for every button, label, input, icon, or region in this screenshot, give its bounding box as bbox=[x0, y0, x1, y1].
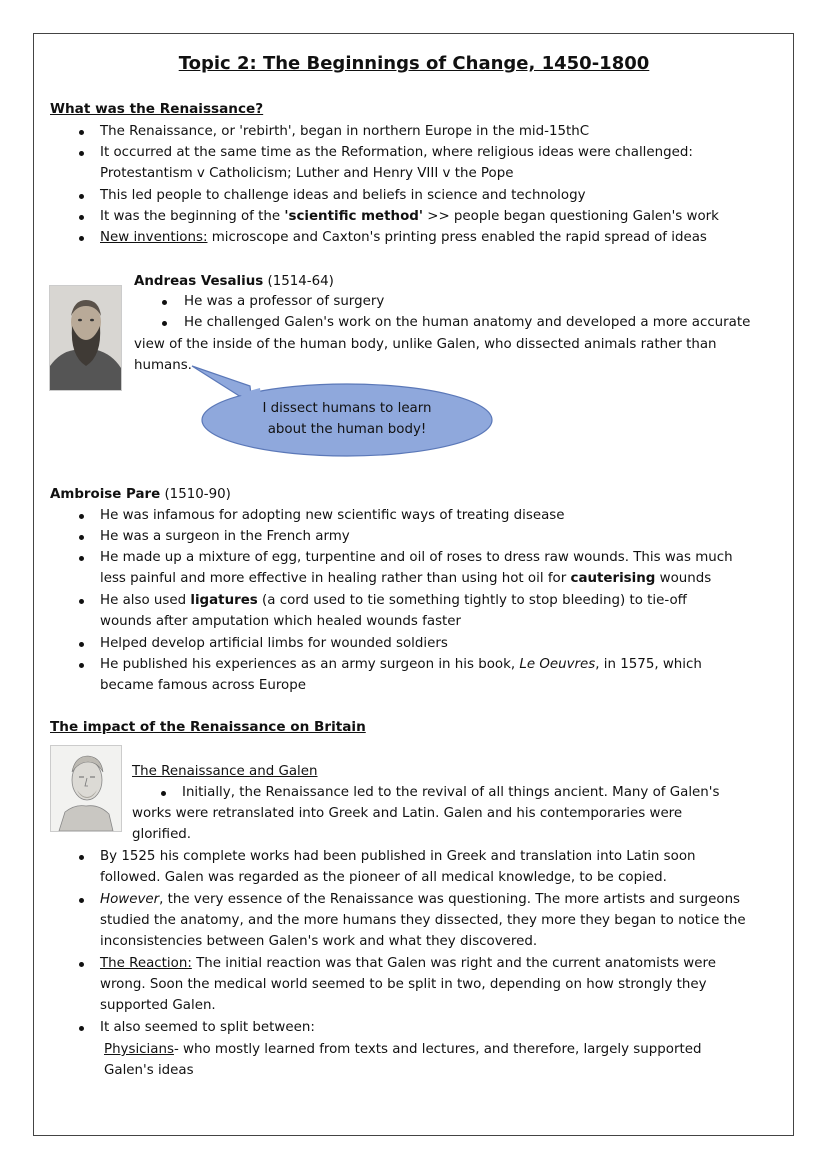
text-run: He published his experiences as an army surgeon in his book, bbox=[100, 657, 520, 672]
text-run: less painful and more effective in healing rather than using hot oil for bbox=[100, 571, 571, 586]
cauterising-term: cauterising bbox=[570, 571, 656, 586]
text-run: , in 1575, which bbox=[595, 657, 702, 672]
bullet-dot bbox=[79, 556, 84, 561]
bullet-dot bbox=[79, 599, 84, 604]
pare-bullet-5: Helped develop artificial limbs for wounded soldiers bbox=[100, 636, 448, 651]
renaissance-bullet-2: It occurred at the same time as the Reformation, where religious ideas were challenged: bbox=[100, 145, 693, 160]
bullet-dot bbox=[79, 514, 84, 519]
vesalius-bullet-2: He challenged Galen's work on the human anatomy and developed a more accurate bbox=[184, 315, 751, 330]
impact-bullet-4: It also seemed to split between: bbox=[100, 1020, 315, 1035]
bullet-dot bbox=[79, 535, 84, 540]
bullet-dot bbox=[79, 1026, 84, 1031]
pare-bullet-3-cont bbox=[100, 568, 711, 589]
bullet-dot bbox=[79, 151, 84, 156]
bullet-dot bbox=[79, 855, 84, 860]
impact-bullet-2-cont: studied the anatomy, and the more humans they dissected, they more they began to notice the bbox=[100, 913, 746, 928]
impact-bullet-1: By 1525 his complete works had been published in Greek and translation into Latin soon bbox=[100, 849, 696, 864]
galen-bust-drawing bbox=[51, 746, 121, 831]
bullet-dot bbox=[79, 663, 84, 668]
speech-bubble-line-2: about the human body! bbox=[267, 422, 427, 437]
page-title: Topic 2: The Beginnings of Change, 1450-1800 bbox=[178, 53, 650, 74]
text-run: He also used bbox=[100, 593, 191, 608]
impact-bullet-3-cont: supported Galen. bbox=[100, 998, 216, 1013]
text-run: wounds bbox=[655, 571, 712, 586]
new-inventions-label: New inventions: bbox=[100, 230, 208, 245]
text-run: The initial reaction was that Galen was right and the current anatomists were bbox=[191, 956, 716, 971]
bullet-dot bbox=[162, 300, 167, 305]
impact-bullet-3-cont: wrong. Soon the medical world seemed to be split in two, depending on how strongly they bbox=[100, 977, 707, 992]
impact-bullet-3 bbox=[100, 953, 716, 974]
vesalius-bullet-2-cont: humans. bbox=[134, 358, 192, 373]
text-run: It was the beginning of the bbox=[100, 209, 285, 224]
pare-name: Ambroise Pare bbox=[50, 487, 161, 502]
galen-bullet-cont: glorified. bbox=[132, 827, 192, 842]
renaissance-heading: What was the Renaissance? bbox=[50, 101, 264, 117]
vesalius-heading bbox=[134, 271, 334, 292]
renaissance-bullet-2-cont: Protestantism v Catholicism; Luther and Henry VIII v the Pope bbox=[100, 166, 514, 181]
galen-subheading bbox=[132, 761, 318, 782]
pare-heading bbox=[50, 484, 231, 505]
vesalius-dates: (1514-64) bbox=[263, 274, 334, 289]
vesalius-bullet-1: He was a professor of surgery bbox=[184, 294, 385, 309]
text-run: >> people began questioning Galen's work bbox=[422, 209, 719, 224]
renaissance-bullet-1: The Renaissance, or 'rebirth', began in northern Europe in the mid-15thC bbox=[100, 124, 590, 139]
pare-bullet-1: He was infamous for adopting new scientific ways of treating disease bbox=[100, 508, 565, 523]
pare-bullet-6 bbox=[100, 654, 702, 675]
impact-heading: The impact of the Renaissance on Britain bbox=[50, 719, 366, 735]
speech-bubble-line-1: I dissect humans to learn bbox=[262, 401, 432, 416]
impact-bullet-2 bbox=[100, 889, 740, 910]
bullet-dot bbox=[79, 236, 84, 241]
ligatures-term: ligatures bbox=[190, 593, 258, 608]
impact-bullet-2-cont: inconsistencies between Galen's work and what they discovered. bbox=[100, 934, 538, 949]
physicians-line bbox=[104, 1039, 701, 1060]
pare-bullet-4 bbox=[100, 590, 687, 611]
vesalius-name: Andreas Vesalius bbox=[134, 274, 264, 289]
reaction-label: The Reaction: bbox=[100, 956, 192, 971]
pare-bullet-6-cont: became famous across Europe bbox=[100, 678, 306, 693]
pare-bullet-3: He made up a mixture of egg, turpentine and oil of roses to dress raw wounds. This was much bbox=[100, 550, 733, 565]
text-run: - who mostly learned from texts and lectures, and therefore, largely supported bbox=[173, 1042, 702, 1057]
physicians-label: Physicians bbox=[104, 1042, 174, 1057]
text-run: , the very essence of the Renaissance was questioning. The more artists and surgeons bbox=[159, 892, 741, 907]
bullet-dot bbox=[79, 215, 84, 220]
speech-bubble-text bbox=[237, 398, 457, 440]
however-term: However bbox=[100, 892, 160, 907]
text-run: (a cord used to tie something tightly to stop bleeding) to tie-off bbox=[257, 593, 687, 608]
bullet-dot bbox=[161, 791, 166, 796]
galen-bullet-cont: works were retranslated into Greek and Latin. Galen and his contemporaries were bbox=[132, 806, 683, 821]
bullet-dot bbox=[79, 898, 84, 903]
pare-bullet-4-cont: wounds after amputation which healed wounds faster bbox=[100, 614, 462, 629]
text-run: microscope and Caxton's printing press enabled the rapid spread of ideas bbox=[207, 230, 707, 245]
renaissance-bullet-3: This led people to challenge ideas and beliefs in science and technology bbox=[100, 188, 586, 203]
vesalius-portrait bbox=[49, 285, 122, 391]
pare-bullet-2: He was a surgeon in the French army bbox=[100, 529, 350, 544]
bullet-dot bbox=[79, 130, 84, 135]
galen-subheading-text: The Renaissance and Galen bbox=[132, 764, 318, 779]
renaissance-bullet-5 bbox=[100, 227, 707, 248]
physicians-line-cont: Galen's ideas bbox=[104, 1063, 194, 1078]
book-title: Le Oeuvres bbox=[519, 657, 596, 672]
pare-dates: (1510-90) bbox=[160, 487, 231, 502]
bullet-dot bbox=[162, 321, 167, 326]
scientific-method-term: 'scientific method' bbox=[284, 209, 423, 224]
impact-bullet-1-cont: followed. Galen was regarded as the pioneer of all medical knowledge, to be copied. bbox=[100, 870, 667, 885]
galen-bust bbox=[50, 745, 122, 832]
bullet-dot bbox=[79, 194, 84, 199]
vesalius-bullet-2-cont: view of the inside of the human body, unlike Galen, who dissected animals rather than bbox=[134, 337, 717, 352]
vesalius-portrait-drawing bbox=[50, 286, 121, 390]
renaissance-bullet-4 bbox=[100, 206, 719, 227]
galen-bullet: Initially, the Renaissance led to the revival of all things ancient. Many of Galen's bbox=[182, 785, 720, 800]
bullet-dot bbox=[79, 962, 84, 967]
bullet-dot bbox=[79, 642, 84, 647]
